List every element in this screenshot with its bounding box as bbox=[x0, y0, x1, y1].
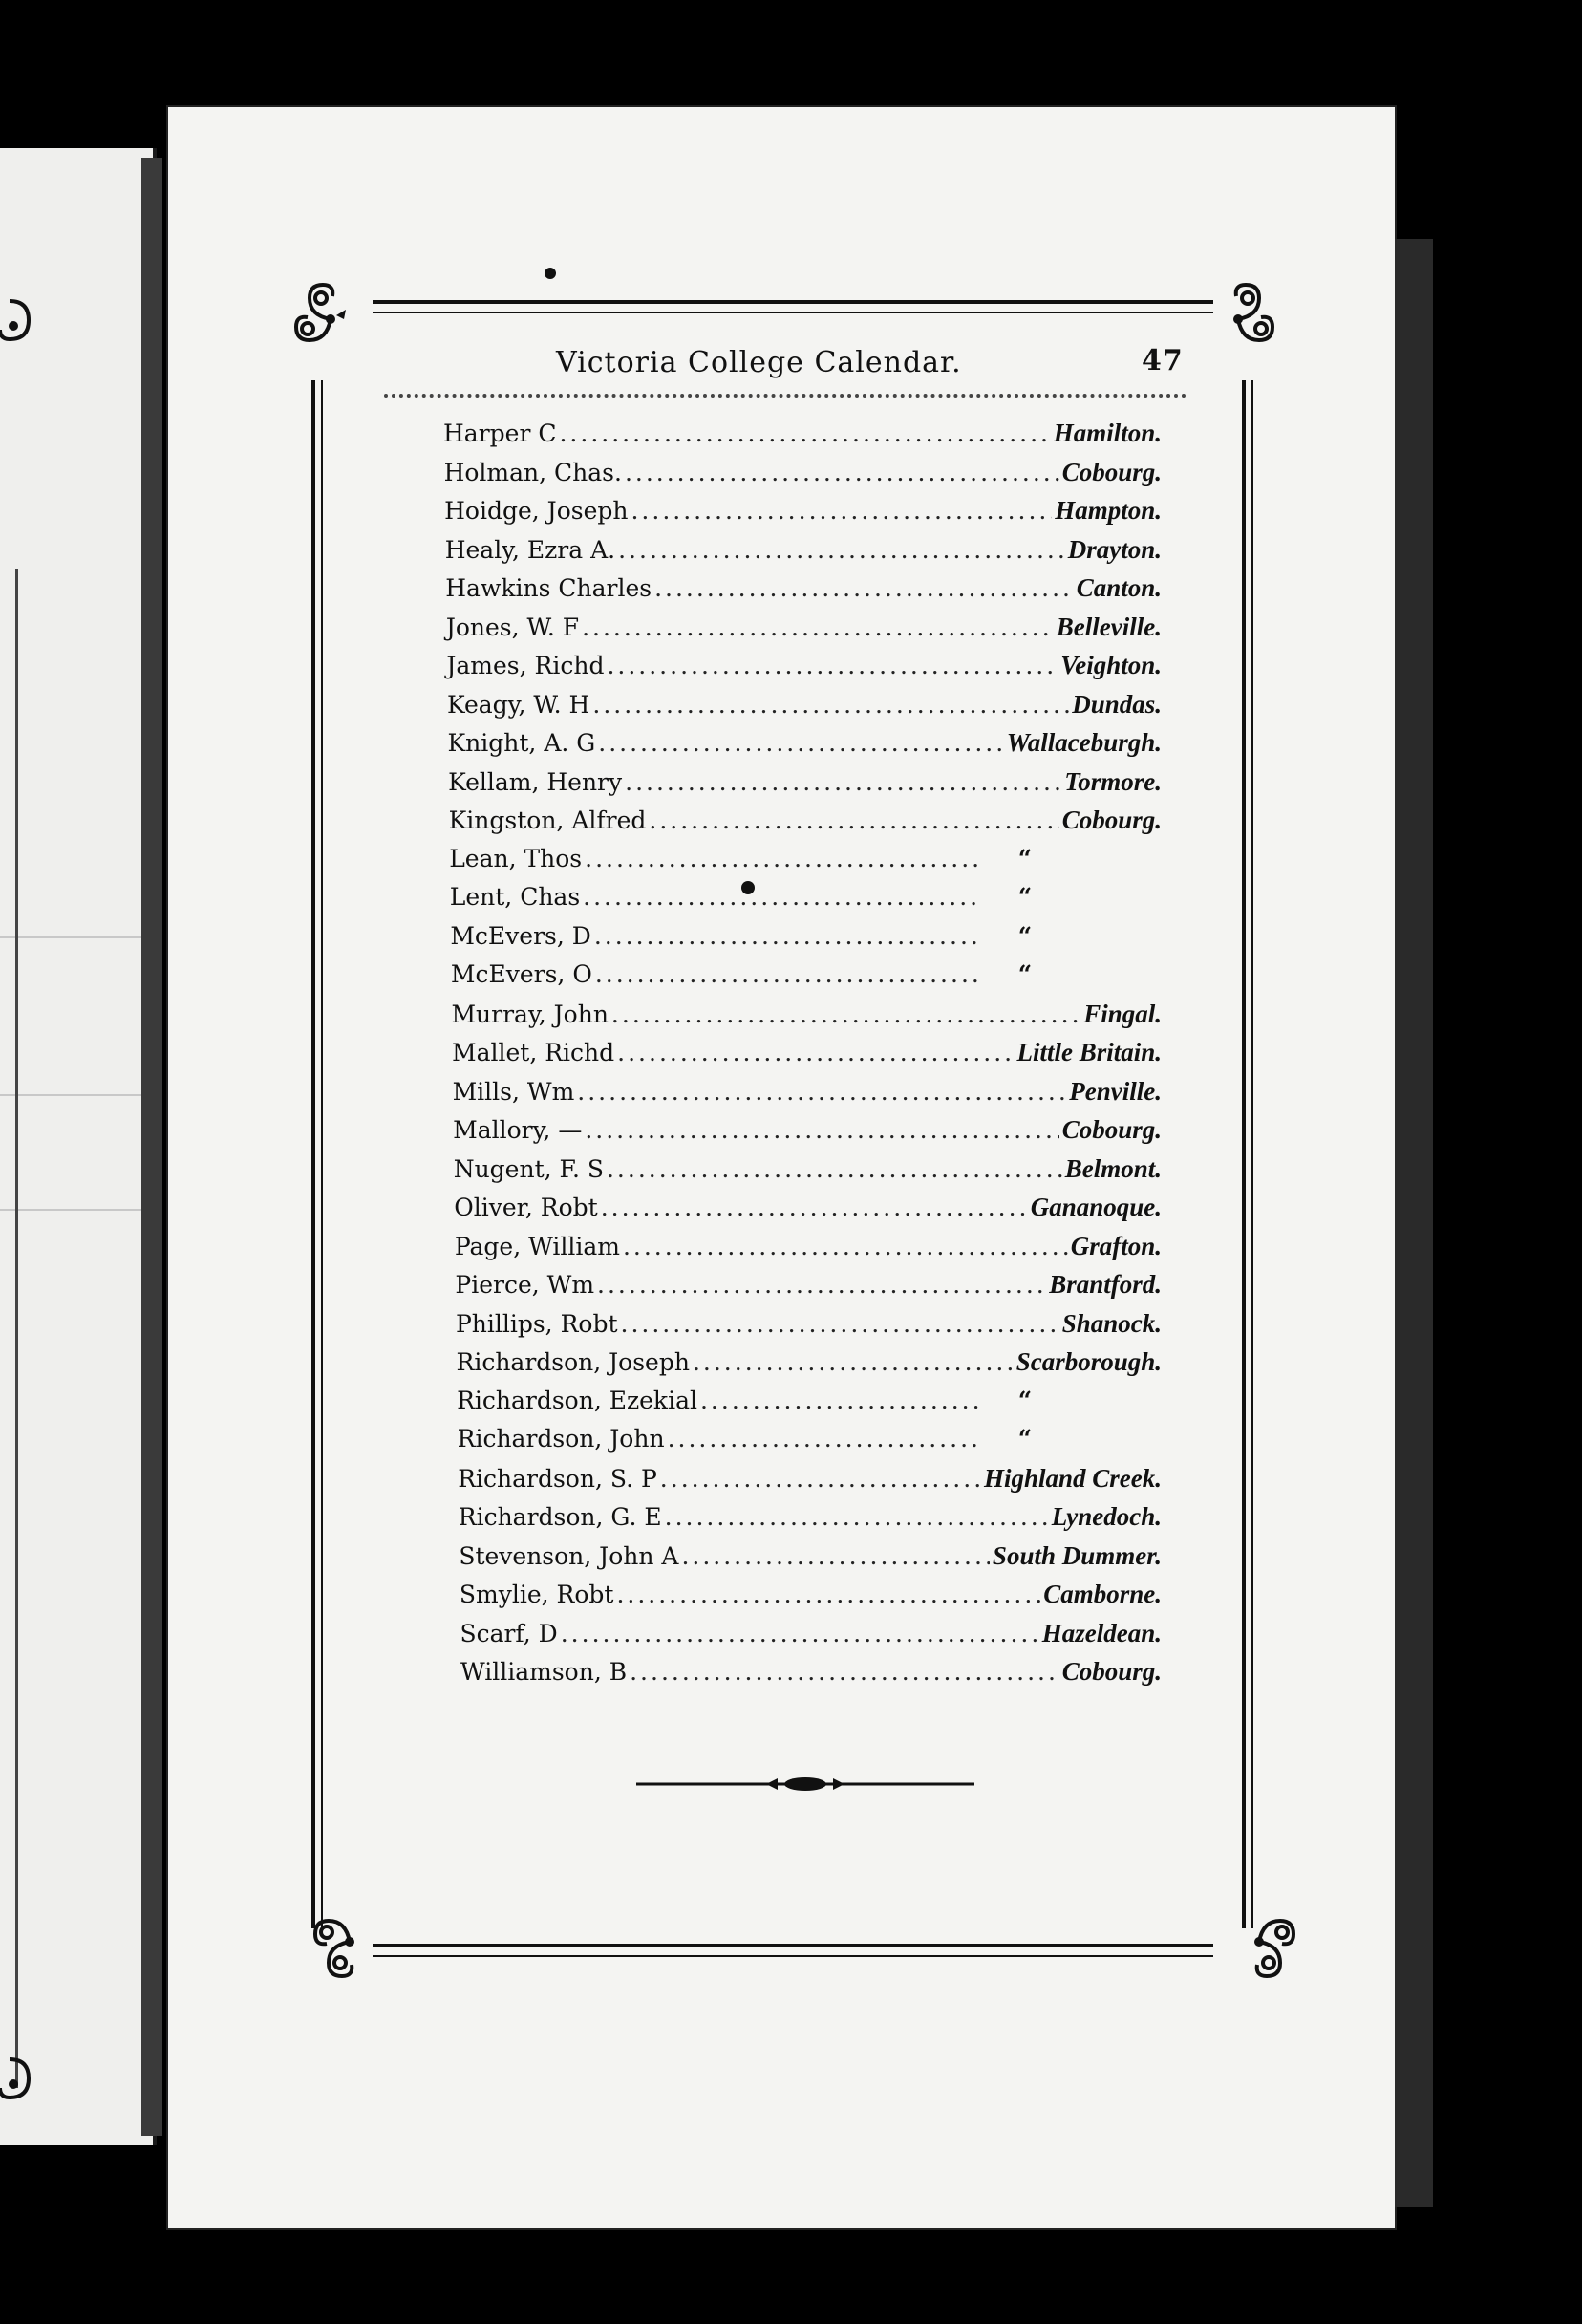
student-name: Murray, John bbox=[451, 1000, 609, 1028]
hometown: Belmont. bbox=[1064, 1153, 1162, 1183]
dot-leader bbox=[559, 420, 1050, 447]
left-page-rule bbox=[0, 936, 143, 938]
dot-leader bbox=[601, 1194, 1028, 1221]
dot-leader bbox=[665, 1503, 1049, 1531]
student-name: Mallory, — bbox=[453, 1116, 583, 1144]
hometown: Camborne. bbox=[1043, 1580, 1162, 1608]
student-name: Harper C bbox=[443, 420, 557, 447]
dot-leader bbox=[598, 729, 1003, 757]
list-item bbox=[457, 1387, 1066, 1425]
list-item bbox=[454, 1154, 1162, 1193]
list-item bbox=[452, 1038, 1162, 1076]
corner-ornament-top-left bbox=[287, 277, 378, 369]
ditto-mark: “ bbox=[1017, 1386, 1033, 1414]
ink-spot bbox=[545, 268, 556, 279]
list-item bbox=[451, 960, 1066, 999]
student-name: McEvers, D bbox=[450, 921, 591, 950]
list-item bbox=[444, 496, 1162, 534]
list-item bbox=[453, 1115, 1162, 1153]
student-name: Kellam, Henry bbox=[448, 767, 623, 796]
hometown: South Dummer. bbox=[992, 1540, 1162, 1570]
ditto-mark: “ bbox=[1017, 921, 1033, 950]
frame-top-rule bbox=[373, 300, 1213, 313]
hometown: Highland Creek. bbox=[983, 1463, 1162, 1493]
dot-leader bbox=[585, 845, 981, 872]
student-name: Richardson, Ezekial bbox=[457, 1386, 697, 1414]
hometown: Dundas. bbox=[1072, 689, 1162, 719]
page-title: Victoria College Calendar. bbox=[556, 346, 962, 379]
dot-leader bbox=[618, 536, 1065, 564]
hometown: Shanock. bbox=[1061, 1308, 1162, 1338]
hometown: Scarborough. bbox=[1015, 1347, 1162, 1376]
book-gutter bbox=[141, 158, 162, 2136]
student-name: Knight, A. G bbox=[447, 729, 596, 757]
dot-leader bbox=[617, 1039, 1014, 1066]
hometown: Tormore. bbox=[1064, 766, 1162, 796]
dot-leader bbox=[625, 768, 1061, 796]
hometown: Drayton. bbox=[1067, 534, 1162, 564]
ditto-mark: “ bbox=[1017, 883, 1033, 911]
student-name: Lent, Chas bbox=[449, 883, 581, 911]
list-item bbox=[445, 573, 1162, 612]
list-item bbox=[450, 922, 1066, 960]
list-item bbox=[460, 1657, 1162, 1695]
dot-leader bbox=[585, 1116, 1058, 1144]
list-item bbox=[448, 767, 1162, 806]
dot-leader bbox=[594, 922, 981, 950]
dot-leader bbox=[631, 497, 1052, 525]
student-name: James, Richd bbox=[446, 652, 605, 679]
list-item bbox=[459, 1541, 1162, 1580]
hometown: Veighton. bbox=[1060, 651, 1162, 679]
ditto-mark: “ bbox=[1017, 1425, 1033, 1452]
dot-leader bbox=[582, 613, 1054, 641]
page-edge-shadow bbox=[1395, 239, 1433, 2207]
student-name: Smylie, Robt bbox=[459, 1581, 614, 1608]
dot-leader bbox=[611, 1001, 1080, 1028]
list-item bbox=[460, 1580, 1162, 1618]
list-item bbox=[455, 1270, 1162, 1308]
list-item bbox=[446, 651, 1162, 689]
student-name: McEvers, O bbox=[450, 960, 592, 988]
list-item bbox=[458, 1425, 1066, 1463]
student-name: Oliver, Robt bbox=[454, 1194, 598, 1221]
student-name: Phillips, Robt bbox=[455, 1309, 618, 1338]
hometown: Belleville. bbox=[1056, 612, 1162, 641]
hometown: Hampton. bbox=[1055, 496, 1162, 525]
list-item bbox=[456, 1309, 1162, 1347]
student-name: Scarf, D bbox=[460, 1619, 558, 1647]
hometown: Wallaceburgh. bbox=[1006, 728, 1162, 757]
dot-leader bbox=[668, 1425, 981, 1452]
student-name: Richardson, G. E bbox=[458, 1503, 662, 1531]
left-page-rule bbox=[0, 1209, 143, 1211]
dot-leader bbox=[623, 1233, 1068, 1260]
hometown: Lynedoch. bbox=[1051, 1502, 1162, 1531]
dot-leader bbox=[700, 1387, 981, 1414]
header-dotted-rule bbox=[384, 394, 1186, 398]
dot-leader bbox=[649, 807, 1058, 834]
dot-leader bbox=[583, 883, 981, 911]
list-item bbox=[447, 690, 1162, 728]
hometown: Grafton. bbox=[1070, 1231, 1162, 1260]
tailpiece-ornament bbox=[636, 1774, 974, 1795]
student-name: Hoidge, Joseph bbox=[444, 497, 629, 525]
dot-leader bbox=[607, 652, 1058, 679]
student-name: Holman, Chas. bbox=[443, 458, 622, 486]
student-name: Lean, Thos bbox=[449, 844, 583, 872]
dot-leader bbox=[681, 1542, 989, 1570]
list-item bbox=[457, 1347, 1163, 1386]
student-name: Nugent, F. S bbox=[453, 1154, 604, 1183]
student-name: Hawkins Charles bbox=[445, 574, 652, 602]
hometown: Brantford. bbox=[1049, 1270, 1162, 1299]
list-item bbox=[455, 1232, 1162, 1270]
dot-leader bbox=[592, 691, 1069, 719]
left-page-rule bbox=[0, 1094, 143, 1096]
hometown: Hamilton. bbox=[1053, 419, 1162, 447]
student-name: Stevenson, John A bbox=[459, 1541, 679, 1570]
page-number: 47 bbox=[1142, 344, 1184, 377]
hometown: Cobourg. bbox=[1061, 1657, 1162, 1686]
running-header bbox=[401, 342, 1223, 390]
hometown: Fingal. bbox=[1083, 999, 1162, 1028]
list-item bbox=[450, 883, 1066, 921]
dot-leader bbox=[621, 1310, 1059, 1338]
list-item bbox=[459, 1502, 1162, 1540]
hometown: Gananoque. bbox=[1030, 1193, 1162, 1221]
corner-ornament-bottom-right bbox=[1211, 1892, 1303, 1984]
ditto-mark: “ bbox=[1017, 960, 1033, 988]
frame-right-rule bbox=[1242, 380, 1253, 1928]
dot-leader bbox=[561, 1620, 1039, 1647]
dot-leader bbox=[660, 1465, 981, 1493]
student-name: Richardson, John bbox=[457, 1425, 665, 1452]
student-name: Keagy, W. H bbox=[446, 690, 590, 719]
list-item bbox=[448, 728, 1163, 766]
dot-leader bbox=[577, 1078, 1066, 1106]
student-name: Jones, W. F bbox=[445, 613, 580, 641]
student-name: Richardson, S. P bbox=[458, 1464, 657, 1493]
list-item bbox=[449, 806, 1162, 844]
hometown: Little Britain. bbox=[1016, 1038, 1162, 1066]
student-name: Mallet, Richd bbox=[452, 1039, 615, 1066]
student-name: Pierce, Wm bbox=[455, 1271, 595, 1299]
student-name: Page, William bbox=[454, 1232, 620, 1260]
hometown: Hazeldean. bbox=[1041, 1618, 1162, 1647]
student-name: Healy, Ezra A. bbox=[444, 535, 616, 564]
list-item bbox=[451, 1000, 1162, 1038]
corner-ornament-bottom-left bbox=[306, 1892, 397, 1984]
dot-leader bbox=[595, 960, 981, 988]
left-corner-ornament bbox=[0, 291, 38, 377]
list-item bbox=[445, 535, 1162, 573]
list-item bbox=[446, 613, 1162, 651]
student-name: Kingston, Alfred bbox=[448, 807, 647, 834]
list-item bbox=[453, 1077, 1162, 1115]
list-item bbox=[458, 1464, 1162, 1502]
student-name: Mills, Wm bbox=[452, 1077, 575, 1106]
hometown: Cobourg. bbox=[1061, 806, 1162, 834]
list-item bbox=[454, 1193, 1162, 1231]
hometown: Penville. bbox=[1069, 1076, 1162, 1106]
frame-left-rule bbox=[311, 380, 323, 1928]
dot-leader bbox=[630, 1658, 1059, 1686]
dot-leader bbox=[597, 1271, 1046, 1299]
hometown: Cobourg. bbox=[1061, 1115, 1162, 1144]
dot-leader bbox=[693, 1348, 1014, 1376]
student-name: Williamson, B bbox=[460, 1658, 628, 1686]
list-item bbox=[444, 458, 1162, 496]
student-name: Richardson, Joseph bbox=[456, 1348, 690, 1376]
frame-bottom-rule bbox=[373, 1944, 1213, 1957]
list-item bbox=[443, 419, 1162, 457]
list-item bbox=[449, 845, 1066, 883]
dot-leader bbox=[607, 1155, 1062, 1183]
hometown: Canton. bbox=[1076, 573, 1162, 602]
hometown: Cobourg. bbox=[1061, 457, 1162, 486]
left-page-border bbox=[15, 569, 18, 2088]
list-item bbox=[460, 1619, 1162, 1657]
ditto-mark: “ bbox=[1017, 844, 1033, 872]
left-corner-ornament bbox=[0, 2050, 38, 2136]
dot-leader bbox=[625, 459, 1059, 486]
dot-leader bbox=[654, 574, 1074, 602]
left-page-edge bbox=[0, 148, 157, 2145]
dot-leader bbox=[616, 1581, 1040, 1608]
